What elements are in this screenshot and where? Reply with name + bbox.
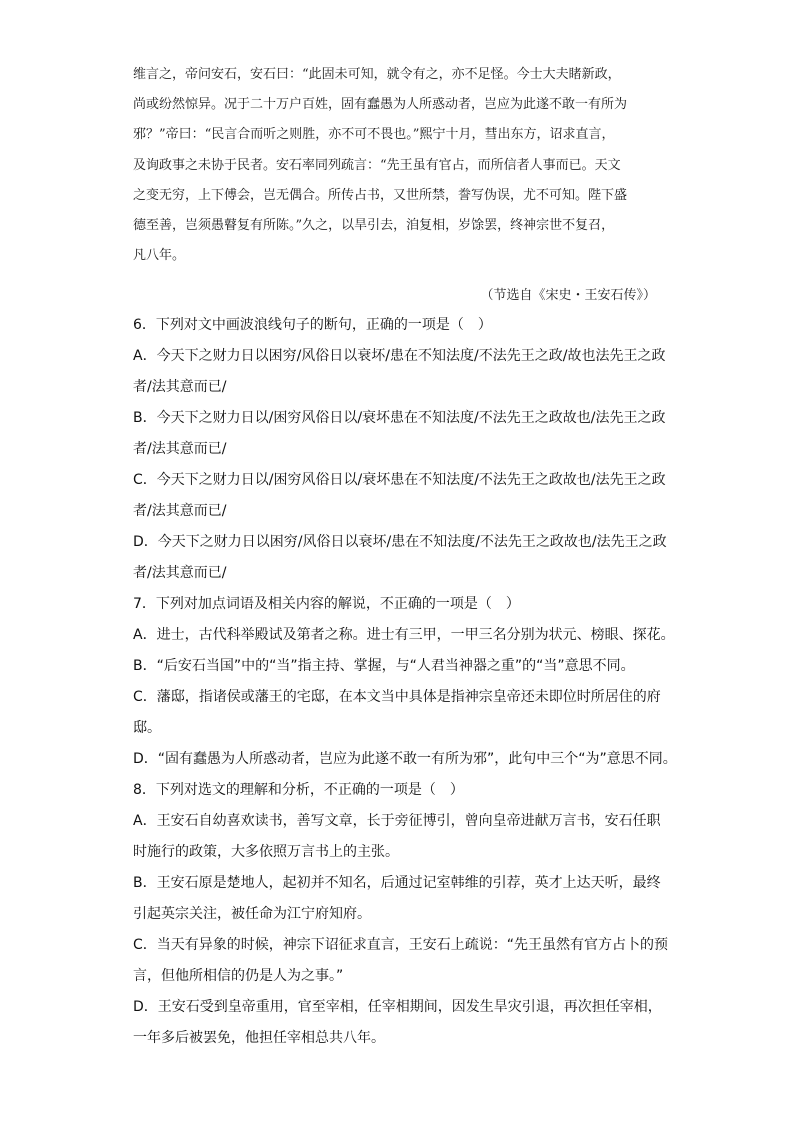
passage-line: 邪？”帝曰：“民言合而听之则胜，亦不可不畏也。”熙宁十月，彗出东方，诏求直言， — [133, 127, 615, 143]
q6-option-b-cont: 者/法其意而已/ — [133, 441, 227, 457]
passage-line: 及询政事之未协于民者。安石率同列疏言：“先王虽有官占，而所信者人事而已。天文 — [133, 157, 621, 173]
q8-option-c-cont: 言，但他所相信的仍是人为之事。” — [133, 968, 344, 984]
q6-option-a: A．今天下之财力日以困穷/风俗日以衰坏/患在不知法度/不法先王之政/故也法先王之政 — [133, 348, 666, 364]
q6-option-c: C．今天下之财力日以/困穷风俗日以/衰坏患在不知法度/不法先王之政故也/法先王之政 — [133, 472, 666, 488]
q7-option-b: B．“后安石当国”中的“当”指主持、掌握，与“人君当神器之重”的“当”意思不同。 — [133, 658, 635, 674]
q6-option-d: D．今天下之财力日以困穷/风俗日以衰坏/患在不知法度/不法先王之政故也/法先王之政 — [133, 534, 667, 550]
q8-option-b-cont: 引起英宗关注，被任命为江宁府知府。 — [133, 906, 371, 922]
question-6-stem: 6．下列对文中画波浪线句子的断句，正确的一项是（ ） — [133, 317, 492, 333]
passage-line: 德至善，岂须愚瞽复有所陈。”久之，以旱引去，洎复相，岁馀罢，终神宗世不复召， — [133, 217, 615, 233]
classical-passage — [133, 60, 663, 271]
q6-option-a-cont: 者/法其意而已/ — [133, 379, 227, 395]
passage-line: 维言之，帝问安石，安石曰：“此固未可知，就令有之，亦不足怪。今士大夫睹新政， — [133, 67, 621, 82]
passage-line: 凡八年。 — [133, 248, 186, 264]
q8-option-a: A．王安石自幼喜欢读书，善写文章，长于旁征博引，曾向皇帝进献万言书，安石任职 — [133, 813, 661, 829]
passage-line: 之变无穷，上下傅会，岂无偶合。所传占书，又世所禁，誊写伪误，尤不可知。陛下盛 — [133, 187, 628, 203]
q6-option-b: B．今天下之财力日以/困穷风俗日以/衰坏患在不知法度/不法先王之政故也/法先王之政 — [133, 410, 666, 426]
question-7-stem: 7．下列对加点词语及相关内容的解说，不正确的一项是（ ） — [133, 596, 520, 612]
q8-option-c: C．当天有异象的时候，神宗下诏征求直言，王安石上疏说：“先王虽然有官方占卜的预 — [133, 937, 669, 953]
q7-option-a: A．进士，古代科举殿试及第者之称。进士有三甲，一甲三名分别为状元、榜眼、探花。 — [133, 627, 675, 643]
q6-option-c-cont: 者/法其意而已/ — [133, 503, 227, 519]
question-section — [133, 310, 677, 1054]
q6-option-d-cont: 者/法其意而已/ — [133, 565, 227, 581]
q8-option-b: B．王安石原是楚地人，起初并不知名，后通过记室韩维的引荐，英才上达天听，最终 — [133, 875, 661, 891]
passage-source: （节选自《宋史・王安石传》） — [480, 288, 656, 303]
q7-option-c-cont: 邸。 — [133, 720, 161, 736]
q8-option-d: D．王安石受到皇帝重用，官至宰相，任宰相期间，因发生旱灾引退，再次担任宰相， — [133, 999, 662, 1015]
question-8-stem: 8．下列对选文的理解和分析，不正确的一项是（ ） — [133, 782, 464, 798]
q7-option-d: D．“固有蠢愚为人所惑动者，岂应为此遂不敢一有所为邪”，此句中三个“为”意思不同。 — [133, 751, 677, 767]
q8-option-a-cont: 时施行的政策，大多依照万言书上的主张。 — [133, 844, 399, 860]
q8-option-d-cont: 一年多后被罢免，他担任宰相总共八年。 — [133, 1030, 385, 1046]
passage-line: 尚或纷然惊异。况于二十万户百姓，固有蠢愚为人所惑动者，岂应为此遂不敢一有所为 — [133, 97, 628, 113]
q7-option-c: C．藩邸，指诸侯或藩王的宅邸，在本文当中具体是指神宗皇帝还未即位时所居住的府 — [133, 689, 661, 705]
